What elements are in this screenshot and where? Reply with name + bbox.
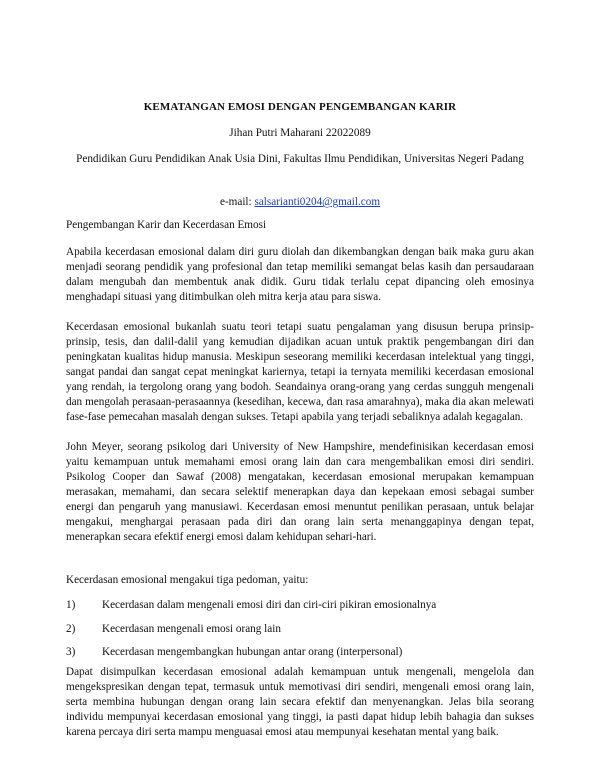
email-link[interactable]: salsarianti0204@gmail.com (254, 196, 381, 208)
paragraph: Dapat disimpulkan kecerdasan emosional adalah kemampuan untuk mengenali, mengelola dan mengekspresikan dengan tepat, termasuk untuk memotivasi diri sendiri, mengenali emosi orang lain, serta membina hubungan dengan orang lain secara efektif dan menyenangkan. Jelas bila seorang individu mempunyai kecerdasan emosional yang tinggi, ia pasti dapat hidup lebih bahagia dan sukses karena percaya diri serta mampu menguasai emosi atau mempunyai kesehatan mental yang baik. (66, 666, 534, 738)
paper-title: KEMATANGAN EMOSI DENGAN PENGEMBANGAN KARIR (143, 101, 457, 113)
email-label: e-mail: (219, 196, 255, 208)
affiliation: Pendidikan Guru Pendidikan Anak Usia Dini, Fakultas Ilmu Pendidikan, Universitas Negeri Padang (76, 153, 524, 165)
section-heading: Pengembangan Karir dan Kecerdasan Emosi (66, 219, 267, 231)
paragraph: John Meyer, seorang psikolog dari University of New Hampshire, mendefinisikan kecerdasan emosi yaitu kemampuan untuk memahami emosi orang lain dan cara mengembalikan emosi diri sendiri. Psikolog Cooper dan Sawaf (2008) mengatakan, kecerdasan emosional merupakan kemampuan merasakan, memahami, dan secara selektif menerapkan daya dan kepekaan emosi sebagai sumber energi dan pengaruh yang manusiawi. Kecerdasan emosi menuntut penilikan perasaan, untuk belajar mengakui, menghargai perasaan pada diri dan orang lain serta menanggapinya dengan tepat, menerapkan secara efektif energi emosi dalam kehidupan sehari-hari. (66, 441, 534, 543)
paragraph: Kecerdasan emosional mengakui tiga pedoman, yaitu: (66, 574, 309, 586)
paragraph: Apabila kecerdasan emosional dalam diri guru diolah dan dikembangkan dengan baik maka guru akan menjadi seorang pendidik yang profesional dan tetap memiliki semangat belas kasih dan persaudaraan dalam mengubah dan membentuk anak didik. Guru tidak terlalu cepat dipancing oleh emosinya menghadapi situasi yang ditimbulkan oleh mitra kerja atau para siswa. (66, 246, 534, 303)
list-number: 1) (66, 599, 76, 611)
list-text: Kecerdasan mengembangkan hubungan antar orang (interpersonal) (102, 646, 403, 658)
list-number: 3) (66, 646, 76, 658)
paragraph: Kecerdasan emosional bukanlah suatu teori tetapi suatu pengalaman yang disusun berupa prinsip-prinsip, tesis, dan dalil-dalil yang kemudian dijadikan acuan untuk praktik pengembangan diri dan peningkatan kualitas hidup manusia. Meskipun seseorang memiliki kecerdasan intelektual yang tinggi, sangat pandai dan sangat cepat meningkat kariernya, tetapi ia ternyata memiliki kecerdasan emosional yang rendah, ia tergolong orang yang bodoh. Seandainya orang-orang yang cerdas sungguh mengenali dan mengolah perasaan-perasaannya (kesedihan, kecewa, dan rasa amarahnya), maka dia akan melewati fase-fase pemecahan masalah dengan sukses. Tetapi apabila yang terjadi sebaliknya adalah kegagalan. (66, 321, 534, 423)
list-text: Kecerdasan mengenali emosi orang lain (102, 623, 281, 635)
list-number: 2) (66, 623, 76, 635)
author-line: Jihan Putri Maharani 22022089 (229, 127, 371, 139)
email-line (60, 195, 540, 210)
list-text: Kecerdasan dalam mengenali emosi diri dan ciri-ciri pikiran emosionalnya (102, 599, 437, 611)
